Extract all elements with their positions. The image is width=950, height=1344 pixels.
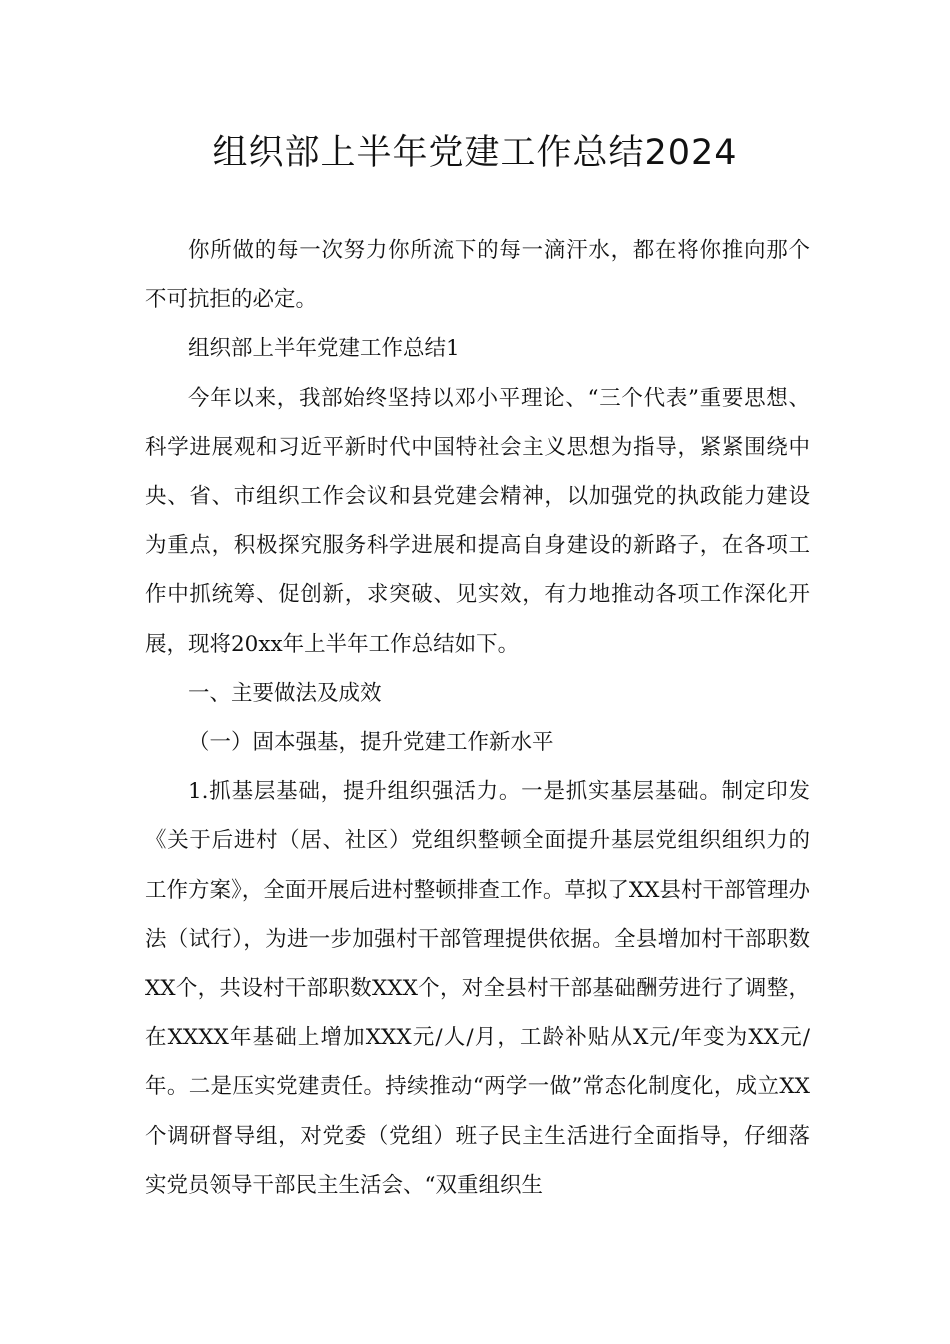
document-title: 组织部上半年党建工作总结2024 [212, 133, 738, 173]
heading-main-practices: 一、主要做法及成效 [188, 680, 382, 706]
subheading-foundation: （一）固本强基，提升党建工作新水平 [188, 730, 554, 756]
section-title: 组织部上半年党建工作总结1 [188, 336, 460, 362]
intro-paragraph: 你所做的每一次努力你所流下的每一滴汗水，都在将你推向那个不可抗拒的必定。 [145, 238, 810, 313]
summary-paragraph: 今年以来，我部始终坚持以邓小平理论、“三个代表”重要思想、科学进展观和习近平新时代中国特社会主义思想为指导，紧紧围绕中央、省、市组织工作会议和县党建会精神，以加强党的执政能力建设为重点，积极探究服务科学进展和提高自身建设的新路子，在各项工作中抓统筹、促创新，求突破、见实效，有力地推动各项工作深化开展，现将20xx年上半年工作总结如下。 [145, 385, 810, 657]
detail-paragraph: 1.抓基层基础，提升组织强活力。一是抓实基层基础。制定印发《关于后进村（居、社区）党组织整顿全面提升基层党组织组织力的工作方案》，全面开展后进村整顿排查工作。草拟了XX县村干部管理办法（试行），为进一步加强村干部管理提供依据。全县增加村干部职数XX个，共设村干部职数XXX个，对全县村干部基础酬劳进行了调整，在XXXX年基础上增加XXX元/人/月，工龄补贴从X元/年变为XX元/年。二是压实党建责任。持续推动“两学一做”常态化制度化，成立XX个调研督导组，对党委（党组）班子民主生活进行全面指导，仔细落实党员领导干部民主生活会、“双重组织生 [145, 779, 810, 1198]
document-body [145, 226, 810, 1210]
